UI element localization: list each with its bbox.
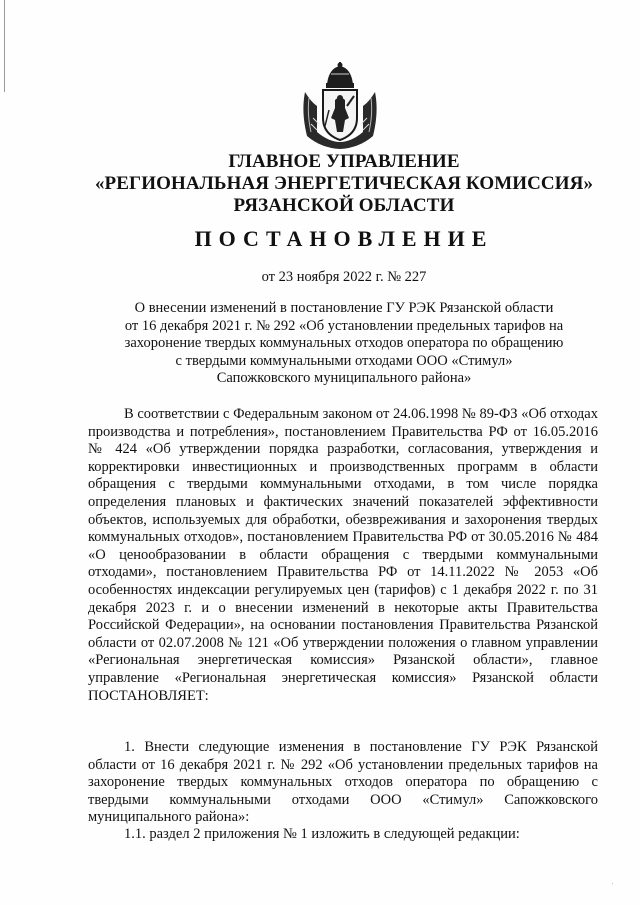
scan-artifact <box>612 883 613 884</box>
scan-artifact <box>598 540 599 541</box>
document-subject <box>88 300 600 388</box>
document-type-title: ПОСТАНОВЛЕНИЕ <box>194 226 494 251</box>
ryazan-coat-of-arms-icon <box>299 62 381 150</box>
date-and-number: от 23 ноября 2022 г. № 227 <box>261 269 427 285</box>
scan-edge-line <box>4 0 5 92</box>
authority-line-1: ГЛАВНОЕ УПРАВЛЕНИЕ <box>228 151 460 172</box>
authority-line-3: РЯЗАНСКОЙ ОБЛАСТИ <box>233 195 455 216</box>
subject-line-5: Сапожковского муниципального района» <box>216 370 472 387</box>
item-1-1-paragraph: 1.1. раздел 2 приложения № 1 изложить в следующей редакции: <box>124 826 520 842</box>
subject-line-4: с твердыми коммунальными отходами ООО «Стимул» <box>175 352 513 369</box>
subject-line-1: О внесении изменений в постановление ГУ РЭК Рязанской области <box>134 300 554 316</box>
issuing-authority <box>88 151 600 217</box>
subject-line-2: от 16 декабря 2021 г. № 292 «Об установлении предельных тарифов на <box>124 317 564 334</box>
item-1-paragraph: 1. Внести следующие изменения в постановление ГУ РЭК Рязанской области от 16 декабря 2021 г. № 292 «Об установлении предельных тарифов на захоронение твердых коммунальных отходов оператора по обращению с твердыми коммунальными отходами ООО «Стимул» Сапожковского муниципального района»: <box>88 739 598 826</box>
preamble-paragraph: В соответствии с Федеральным законом от 24.06.1998 № 89-ФЗ «Об отходах производства и потребления», постановлением Правительства РФ от 16.05.2016 № 424 «Об утверждении порядка разработки, согласования, утверждения и корректировки инвестиционных и производственных программ в области обращения с твердыми коммунальными отходами, в том числе порядка определения плановых и фактических значений показателей эффективности объектов, используемых для обработки, обезвреживания и захоронения твердых коммунальных отходов», постановлением Правительства РФ от 30.05.2016 № 484 «О ценообразовании в области обращения с твердыми коммунальными отходами», постановлением Правительства РФ от 14.11.2022 № 2053 «Об особенностях индексации регулируемых цен (тарифов) с 1 декабря 2022 г. по 31 декабря 2023 г. и о внесении изменений в некоторые акты Правительства Российской Федерации», на основании постановления Правительства Рязанской области от 02.07.2008 № 121 «Об утверждении положения о главном управлении «Региональная энергетическая комиссия» Рязанской области», главное управление «Региональная энергетическая комиссия» Рязанской области ПОСТАНОВЛЯЕТ: <box>88 406 598 704</box>
authority-line-2: «РЕГИОНАЛЬНАЯ ЭНЕРГЕТИЧЕСКАЯ КОМИССИЯ» <box>94 173 594 194</box>
subject-line-3: захоронение твердых коммунальных отходов оператора по обращению <box>124 335 564 352</box>
